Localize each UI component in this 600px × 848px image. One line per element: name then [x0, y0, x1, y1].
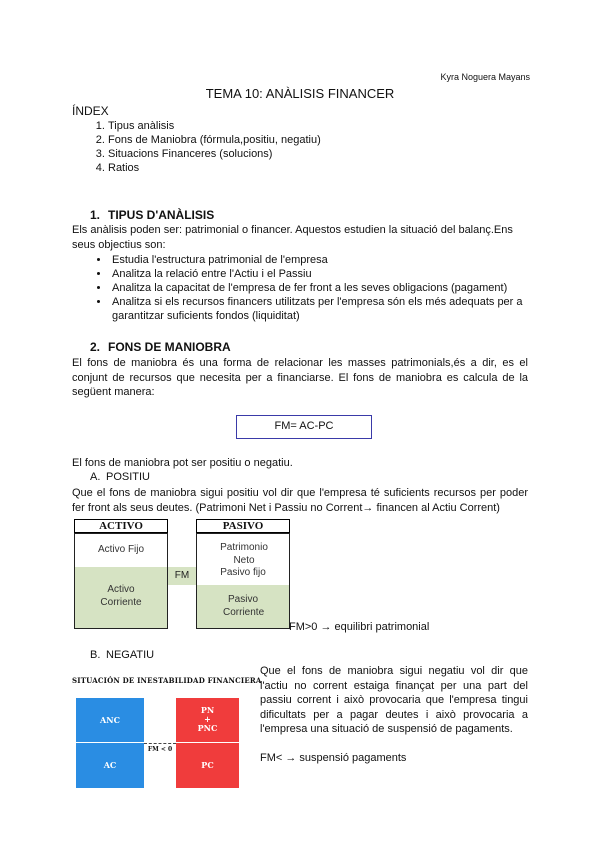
- pnc-label: PNC: [197, 723, 218, 733]
- index-heading: ÍNDEX: [72, 104, 109, 118]
- patrimonio-neto-label: Patrimonio Neto: [220, 542, 268, 566]
- author-name: Kyra Noguera Mayans: [440, 72, 530, 82]
- section-1-intro: Els anàlisis poden ser: patrimonial o financer. Aquestos estudien la situació del balanç.Ens seus objectius son:: [72, 224, 513, 251]
- section-1-heading: [90, 208, 214, 222]
- plus-label: +: [204, 714, 211, 724]
- section-2-heading: [90, 340, 231, 354]
- pn-label: PN: [200, 705, 215, 715]
- section-2-intro: El fons de maniobra és una forma de relacionar les masses patrimonials,és a dir, es el conjunt de recursos que necesita per a financiarse. El fons de maniobra es calcula de la següent manera:: [72, 357, 528, 398]
- bullet-item: • Estudia l'estructura patrimonial de l'empresa: [110, 253, 528, 267]
- index-item: 3. Situacions Financeres (solucions): [108, 147, 321, 161]
- positive-letter: A.: [90, 471, 101, 483]
- negative-text: Que el fons de maniobra sigui negatiu vol dir que l'actiu no corrent estaiga finançat per una part del passiu corrent i això provocaria que l'empresa tingui dificultats per a pagar deutes i això provocaria a l'empresa una situació de suspensió de pagaments.: [260, 665, 528, 735]
- sign-note: El fons de maniobra pot ser positiu o negatiu.: [72, 457, 293, 469]
- negative-label: NEGATIU: [106, 649, 155, 661]
- activo-corriente-block: Activo Corriente: [75, 567, 167, 628]
- section-1-number: 1.: [90, 208, 101, 222]
- pn-pnc-block: [176, 698, 239, 742]
- instability-diagram-title: SITUACIÓN DE INESTABILIDAD FINANCIERA: [72, 676, 262, 685]
- ac-block: AC: [76, 743, 144, 788]
- fm-negative-label: FM < 0: [147, 746, 173, 753]
- positive-text: Que el fons de maniobra sigui positiu vol dir que l'empresa té suficients recursos per poder fer front als seus deutes. (Patrimoni Net i Passiu no Corrent→ financen al Actiu Corrent): [72, 487, 528, 514]
- negative-subheading: [90, 649, 154, 661]
- negative-letter: B.: [90, 649, 101, 661]
- positive-caption: FM>0 → equilibri patrimonial: [289, 621, 430, 633]
- section-1-bullets: [72, 253, 528, 323]
- section-2-number: 2.: [90, 340, 101, 354]
- pasivo-corriente-block: Pasivo Corriente: [197, 585, 289, 628]
- section-2-title: FONS DE MANIOBRA: [108, 340, 231, 354]
- anc-block: ANC: [76, 698, 144, 742]
- activo-fijo-label: Activo Fijo: [97, 544, 145, 555]
- document-title: TEMA 10: ANÀLISIS FINANCER: [205, 86, 395, 101]
- pasivo-header: PASIVO: [196, 519, 290, 533]
- section-1-title: TIPUS D'ANÀLISIS: [108, 208, 215, 222]
- index-list: [72, 119, 321, 175]
- balance-diagram: [74, 519, 290, 629]
- index-item: 4. Ratios: [108, 161, 321, 175]
- index-item: 1. Tipus anàlisis: [108, 119, 321, 133]
- fm-dashed-line: [144, 743, 176, 744]
- positive-subheading: [90, 471, 150, 483]
- bullet-item: • Analitza si els recursos financers utilitzats per l'empresa són els més adequats per a garantitzar suficients fondos (liquiditat): [110, 295, 528, 323]
- pc-block: PC: [176, 743, 239, 788]
- fm-connector: FM: [168, 567, 196, 585]
- bullet-item: • Analitza la capacitat de l'empresa de fer front a les seves obligacions (pagament): [110, 281, 528, 295]
- index-item: 2. Fons de Maniobra (fórmula,positiu, negatiu): [108, 133, 321, 147]
- formula-box: FM= AC-PC: [236, 415, 372, 439]
- pasivo-fijo-label: Pasivo fijo: [220, 567, 266, 578]
- bullet-item: • Analitza la relació entre l'Actiu i el Passiu: [110, 267, 528, 281]
- negative-caption: FM< → suspensió pagaments: [260, 752, 407, 764]
- activo-header: ACTIVO: [74, 519, 168, 533]
- positive-label: POSITIU: [106, 471, 151, 483]
